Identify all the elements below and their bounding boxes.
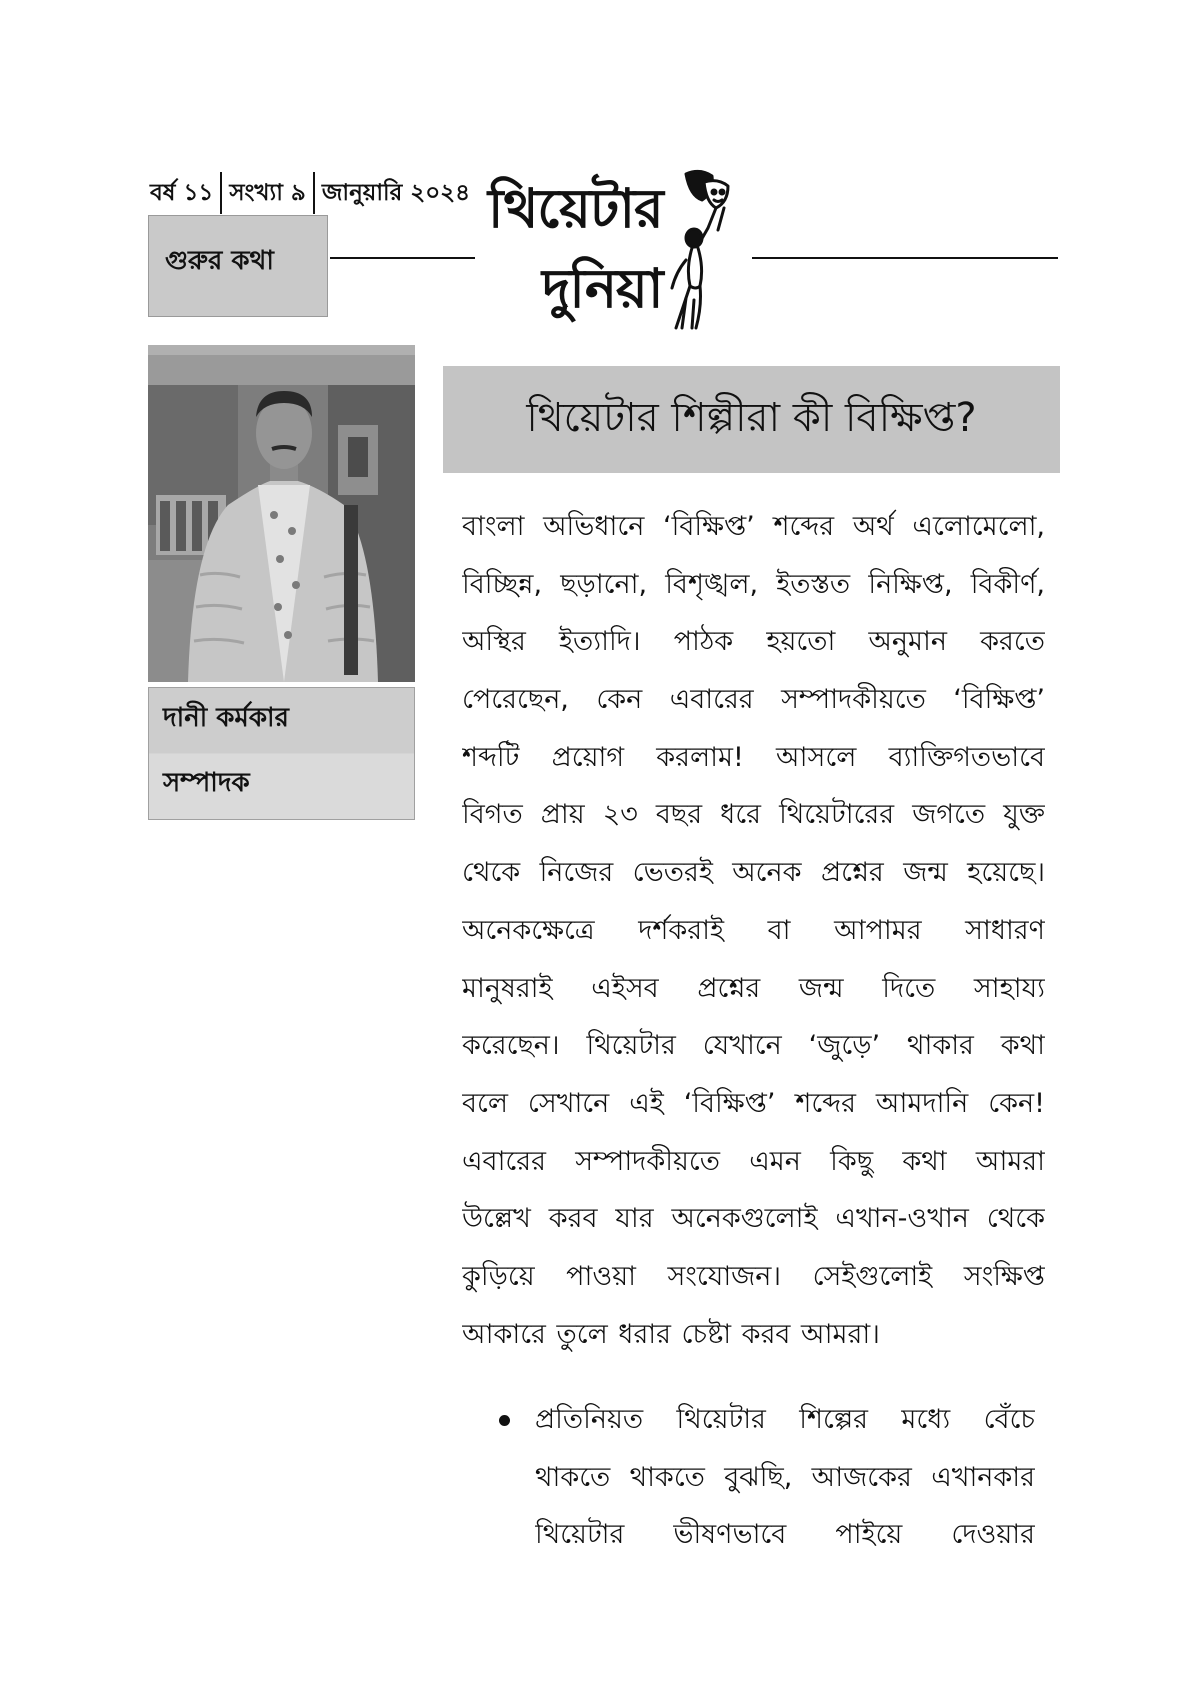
editor-photo xyxy=(148,345,415,682)
issue-number: সংখ্যা ৯ xyxy=(220,172,312,214)
editor-credit xyxy=(148,687,415,820)
paragraph-line: বলে সেখানে এই ‘বিক্ষিপ্ত’ শব্দের আমদানি কেন! xyxy=(462,1087,1045,1119)
paragraph-line: এবারের সম্পাদকীয়তে এমন কিছু কথা আমরা xyxy=(462,1145,1045,1177)
issue-year: বর্ষ ১১ xyxy=(150,179,214,206)
paragraph-line: আকারে তুলে ধরার চেষ্টা করব আমরা। xyxy=(462,1318,880,1350)
editor-portrait-image xyxy=(148,345,415,682)
bullet-line: থাকতে থাকতে বুঝছি, আজকের এখানকার xyxy=(535,1461,1035,1493)
issue-info xyxy=(150,172,477,214)
paragraph-line: অনেকক্ষেত্রে দর্শকরাই বা আপামর সাধারণ xyxy=(462,914,1045,946)
paragraph-line: থেকে নিজের ভেতরই অনেক প্রশ্নের জন্ম হয়েছে। xyxy=(462,857,1045,889)
bullet-line: প্রতিনিয়ত থিয়েটার শিল্পের মধ্যে বেঁচে xyxy=(535,1404,1035,1435)
paragraph-line: বিগত প্রায় ২৩ বছর ধরে থিয়েটারের জগতে যুক্ত xyxy=(462,799,1045,831)
paragraph-line: পেরেছেন, কেন এবারের সম্পাদকীয়তে ‘বিক্ষিপ্ত’ xyxy=(462,684,1045,716)
header-rule-right xyxy=(752,257,1058,259)
paragraph-line: বিচ্ছিন্ন, ছড়ানো, বিশৃঙ্খল, ইতস্তত নিক্ষিপ্ত, বিকীর্ণ, xyxy=(462,568,1045,600)
masks-figure-icon xyxy=(656,168,744,332)
article-title: থিয়েটার শিল্পীরা কী বিক্ষিপ্ত? xyxy=(443,366,1060,473)
issue-date: জানুয়ারি ২০২৪ xyxy=(313,172,477,214)
editor-name: দানী কর্মকার xyxy=(163,703,289,733)
bullet-item xyxy=(462,1391,1045,1567)
logo-line-2: দুনিয়া xyxy=(542,257,663,320)
bullet-text xyxy=(535,1391,1035,1564)
magazine-logo xyxy=(488,166,746,334)
article-paragraph xyxy=(462,498,1045,1363)
editor-role: সম্পাদক xyxy=(163,768,250,798)
paragraph-line: বাংলা অভিধানে ‘বিক্ষিপ্ত’ শব্দের অর্থ এলোমেলো, xyxy=(462,511,1045,542)
header-rule-left xyxy=(330,257,475,259)
bullet-line: থিয়েটার ভীষণভাবে পাইয়ে দেওয়ার xyxy=(535,1519,1035,1551)
paragraph-line: করেছেন। থিয়েটার যেখানে ‘জুড়ে’ থাকার কথা xyxy=(462,1030,1045,1062)
paragraph-line: কুড়িয়ে পাওয়া সংযোজন। সেইগুলোই সংক্ষিপ্ত xyxy=(462,1260,1045,1292)
paragraph-line: অস্থির ইত্যাদি। পাঠক হয়তো অনুমান করতে xyxy=(462,626,1045,658)
paragraph-line: মানুষরাই এইসব প্রশ্নের জন্ম দিতে সাহায্য xyxy=(462,972,1045,1004)
paragraph-line: শব্দটি প্রয়োগ করলাম! আসলে ব্যাক্তিগতভাবে xyxy=(462,741,1045,773)
paragraph-line: উল্লেখ করব যার অনেকগুলোই এখান-ওখান থেকে xyxy=(462,1203,1045,1235)
bullet-icon xyxy=(499,1415,510,1426)
logo-line-1: থিয়েটার xyxy=(488,177,663,240)
section-label: গুরুর কথা xyxy=(148,215,328,317)
